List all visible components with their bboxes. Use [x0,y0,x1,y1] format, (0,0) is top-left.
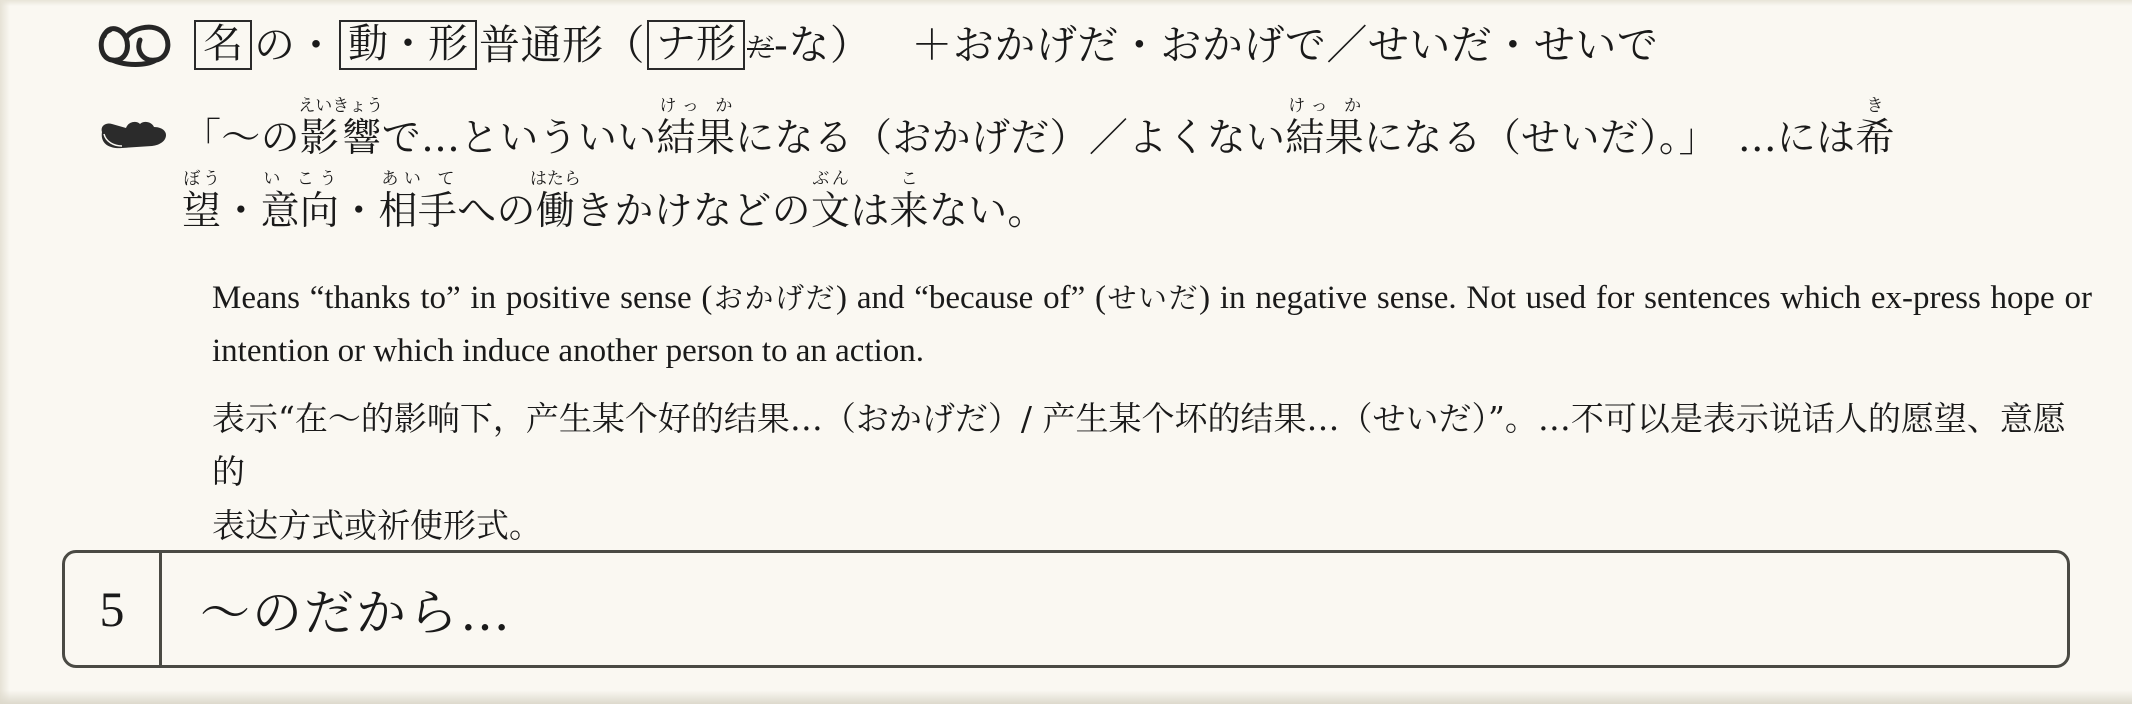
paperclip-icon [96,18,178,72]
ruby-bou: 望ぼう [182,169,222,235]
japanese-explanation-line-1: 「～の影響えいきょうで…といういい結果けっ かになる（おかげだ）／よくない結果けっ かになる（せいだ）。」 …には希き [182,96,1895,161]
english-inline-jp-2: せいだ [1106,281,1200,315]
formula-box-na-adj: ナ形 [647,20,745,70]
formula-dash-na: ‑な） [774,20,872,69]
formula-box-verb-adj: 動・形 [339,20,477,70]
chinese-explanation-line-2: 表达方式或祈使形式。 [212,505,542,545]
formula-particle: の・ [254,20,337,69]
formula-box-noun: 名 [194,20,252,70]
formula-strikethrough-da: だ [747,32,774,64]
grammar-formula [96,18,1658,72]
page-edge-top [0,0,2132,6]
english-explanation [212,272,2092,379]
english-text-part-1: Means “thanks to” in positive sense ( [212,280,713,316]
ruby-bun: 文ぶん [810,169,851,235]
formula-paren-open: （ [603,20,645,69]
english-text-part-2: ) and “because of” ( [836,280,1106,316]
section-title: ～のだから… [200,584,512,642]
ruby-kekka-1: 結果けっ か [656,96,736,161]
section-number: 5 [65,553,162,665]
ruby-kekka-2: 結果けっ か [1285,96,1364,161]
japanese-explanation [182,96,2082,243]
ruby-eikyou: 影響えいきょう [298,96,384,161]
ruby-hatara: 働はたら [529,169,581,235]
formula-plain-form: 普通形 [479,20,604,69]
section-header [62,550,2070,668]
ruby-ki: 希き [1855,96,1895,161]
ruby-aite: 相手あい て [378,169,458,235]
formula-plus-part: ＋おかげだ・おかげで／せいだ・せいで [911,20,1659,69]
chinese-explanation-line-1: 表示“在～的影响下，产生某个好的结果…（おかげだ）/ 产生某个坏的结果…（せいだ）”。…不可以是表示说话人的愿望、意愿的 [212,399,2066,492]
ruby-ikou: 意向い こう [260,169,340,235]
page-edge-left [0,0,10,704]
pointing-hand-icon [96,116,168,152]
english-text-part-3: ) in negative sense. Not used for sentences which ex-press hope or intention or which induce another person to an action. [212,280,2092,370]
page-edge-bottom [0,690,2132,704]
chinese-explanation [212,392,2092,552]
japanese-explanation-line-2: 望ぼう・意向い こう・相手あい てへの働はたらきかけなどの文ぶんは来こない。 [182,169,1047,235]
ruby-ko: 来こ [889,169,929,235]
english-inline-jp-1: おかげだ [712,281,837,315]
